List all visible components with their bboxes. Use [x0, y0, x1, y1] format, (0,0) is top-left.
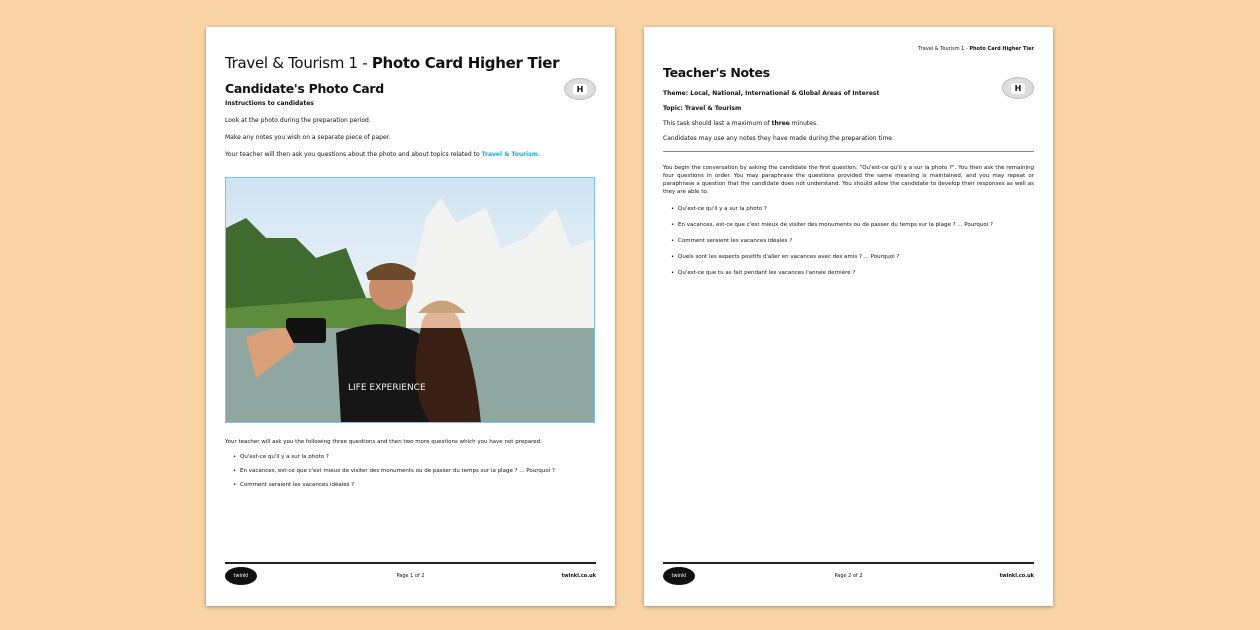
notes-allowed: Candidates may use any notes they have made during the preparation time.: [663, 135, 894, 142]
question-item: • En vacances, est-ce que c'est mieux de visiter des monuments ou de passer du temps sur la plage ? ... Pourquoi ?: [225, 468, 596, 474]
site-link: twinkl.co.uk: [561, 573, 596, 579]
question-item: • Comment seraient les vacances idéales ?: [225, 482, 596, 488]
footer-rule: [225, 562, 596, 564]
instruction-1: Look at the photo during the preparation period.: [225, 117, 371, 124]
footer-rule: [663, 562, 1034, 564]
question-list: [663, 206, 1034, 286]
page-heading: Candidate's Photo Card: [225, 81, 384, 96]
page-number: Page 2 of 2: [834, 573, 863, 579]
topic-label: Topic: Travel & Tourism: [663, 105, 742, 112]
candidate-photo-card-page: [206, 27, 615, 606]
questions-intro: Your teacher will ask you the following three questions and then two more questions which you have not prepared.: [225, 439, 542, 445]
instructions-heading: Instructions to candidates: [225, 100, 314, 107]
question-item: • Comment seraient les vacances idéales ?: [663, 238, 1034, 244]
selfie-photo: [225, 177, 595, 423]
divider: [663, 151, 1034, 152]
question-item: • En vacances, est-ce que c'est mieux de visiter des monuments ou de passer du temps sur la plage ? ... Pourquoi ?: [663, 222, 1034, 228]
question-item: • Qu'est-ce qu'il y a sur la photo ?: [225, 454, 596, 460]
tier-badge: H: [564, 78, 596, 100]
teachers-notes-page: [644, 27, 1053, 606]
theme-label: Theme: Local, National, International & Global Areas of Interest: [663, 90, 880, 97]
running-header: Travel & Tourism 1 - Photo Card Higher Tier: [918, 46, 1034, 52]
page-heading: Teacher's Notes: [663, 65, 770, 80]
shirt-text: LIFE EXPERIENCE: [348, 383, 426, 393]
page-number: Page 1 of 2: [396, 573, 425, 579]
site-link: twinkl.co.uk: [999, 573, 1034, 579]
twinkl-logo: twinkl: [663, 567, 695, 585]
instruction-2: Make any notes you wish on a separate piece of paper.: [225, 134, 391, 141]
document-title: Travel & Tourism 1 - Photo Card Higher Tier: [225, 54, 560, 72]
question-item: • Qu'est-ce que tu as fait pendant les vacances l'année dernière ?: [663, 270, 1034, 276]
instructions-body: You begin the conversation by asking the candidate the first question: "Qu'est-ce qu'il y a sur la photo ?". You then ask the remaining four questions in order. You may paraphrase the questions provided the same meaning is maintained, and you may repeat or paraphrase a question that the candidate does not understand. You should allow the candidate to develop their responses as well as they are able to.: [663, 165, 1034, 195]
question-item: • Qu'est-ce qu'il y a sur la photo ?: [663, 206, 1034, 212]
tier-badge: H: [1002, 77, 1034, 99]
duration-note: This task should last a maximum of three minutes.: [663, 120, 818, 127]
question-list: [225, 454, 596, 496]
instruction-3: Your teacher will then ask you questions about the photo and about topics related to Travel & Tourism.: [225, 151, 540, 158]
question-item: • Quels sont les aspects positifs d'aller en vacances avec des amis ? ... Pourquoi ?: [663, 254, 1034, 260]
twinkl-logo: twinkl: [225, 567, 257, 585]
photo-illustration: [226, 178, 595, 423]
